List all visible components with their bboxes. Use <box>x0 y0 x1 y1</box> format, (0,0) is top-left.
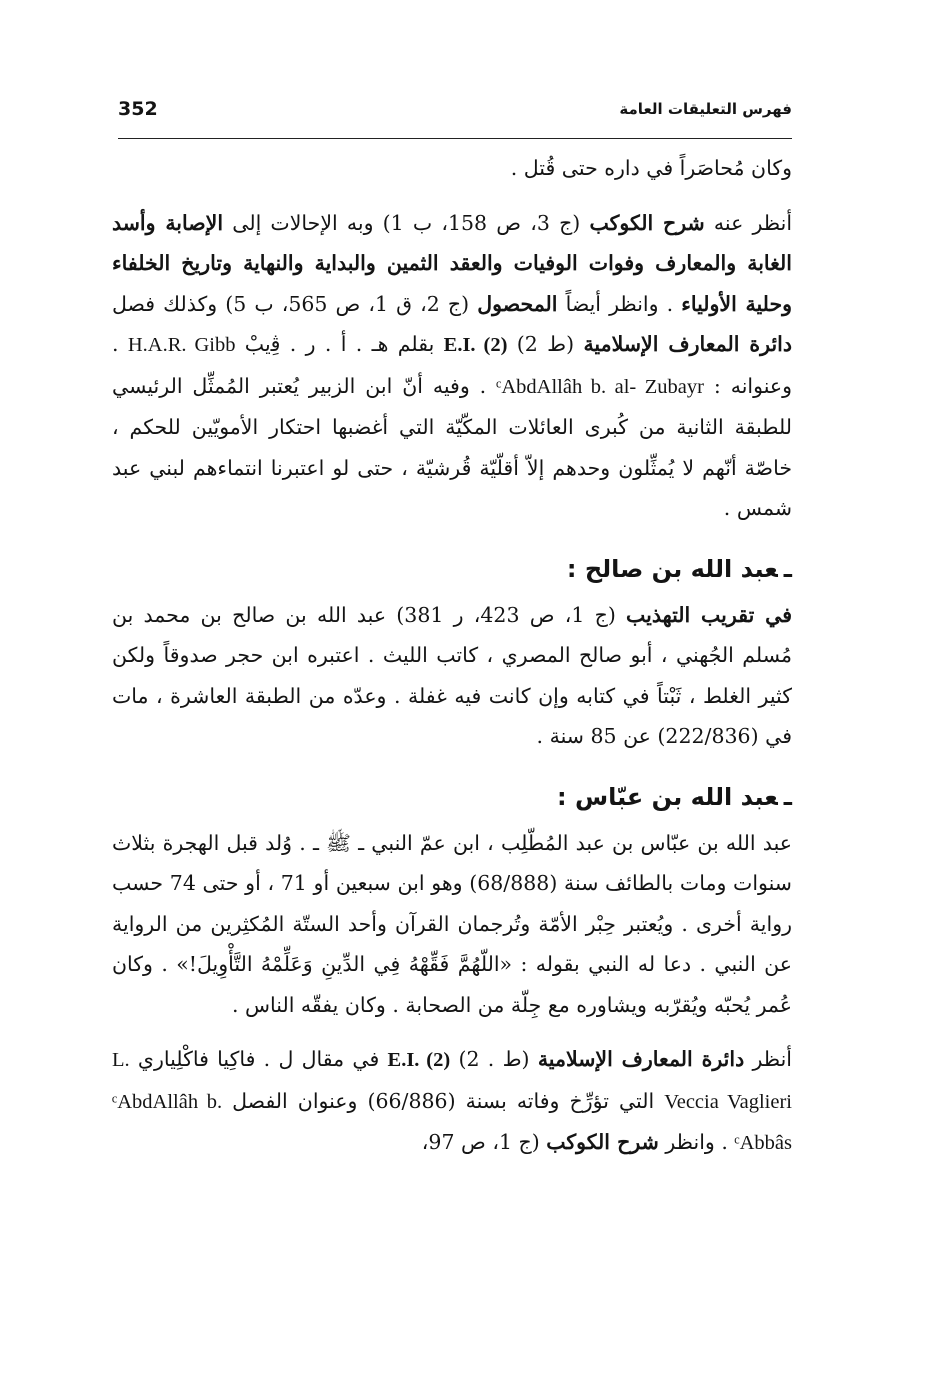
book-title: شرح الكوكب <box>546 1130 659 1154</box>
book-title: شرح الكوكب <box>589 210 705 235</box>
heading-dash: ـ <box>783 554 792 583</box>
text-run: (ط 2) <box>507 332 584 356</box>
text-run: . وعنوانه : <box>112 332 793 398</box>
text-run: (ج 1، ص 97، <box>421 1130 547 1154</box>
book-title: دائرة المعارف الإسلامية <box>583 332 792 356</box>
latin-author: L. Veccia Vaglieri <box>112 1049 792 1113</box>
text-run: (ج 3، ص 158، ب 1) وبه الإحالات إلى <box>223 210 590 235</box>
book-title: في تقريب التهذيب <box>626 602 792 627</box>
text-run: . وانظر <box>658 1130 735 1154</box>
section-heading-abdallah-salih <box>112 547 792 591</box>
section-heading-abdallah-abbas <box>112 775 792 819</box>
heading-dash: ـ <box>783 782 792 811</box>
text-run: التي تؤرِّخ وفاته بسنة (66/886) وعنوان الفصل <box>222 1088 665 1113</box>
text-run: عبد الله بن عبّاس بن عبد المُطّلِب ، ابن عمّ النبي ـ ﷺ ـ . وُلد قبل الهجرة بثلاث سنوات ومات بالطائف سنة (68/888) وهو ابن سبعين أو 71 ، أو حتى 74 حسب رواية أخرى . ويُعتبر حِبْر الأمّة وتُرجمان القرآن وأحد الستّة المُكثِرين من الرواية عن النبي . دعا له النبي بقوله : «اللّهُمَّ فَقِّهْهُ فِي الدِّينِ وَعَلِّمْهُ التَّأْوِيلَ!» . وكان عُمر يُحبّه ويُقرّبه ويشاوره مع جِلّة من الصحابة . وكان يفقّه الناس . <box>112 830 792 1017</box>
paragraph-text: وكان مُحاصَراً في داره حتى قُتل . <box>510 156 792 180</box>
paragraph-references-abbas <box>112 1039 792 1164</box>
heading-text: عبد الله بن صالح : <box>566 554 778 583</box>
paragraph-references-zubayr <box>112 203 792 529</box>
text-run: (ج 2، ق 1، ص 565، ب 5) وكذلك فصل <box>112 291 478 316</box>
text-run: (ط . 2) <box>450 1047 538 1071</box>
paragraph-continuation <box>112 148 792 189</box>
running-title: فهرس التعليقات العامة <box>619 100 792 118</box>
page-number: 352 <box>118 98 158 120</box>
book-titles-list: الإصابة وأسد الغابة والمعارف وفوات الوفيات والعقد الثمين والبداية والنهاية وتاريخ الخلفاء وحلية الأولياء <box>112 210 793 316</box>
page-header <box>118 98 792 139</box>
page-body <box>112 148 792 1164</box>
paragraph-abdallah-salih <box>112 595 792 757</box>
book-title: دائرة المعارف الإسلامية <box>537 1047 745 1071</box>
latin-title: ᶜAbdAllâh b. al- Zubayr <box>496 375 704 398</box>
text-run: . وفيه أنّ ابن الزبير يُعتبر المُمثِّل الرئيسي للطبقة الثانية من كُبرى العائلات المكّيّة التي أغضبها احتكار الأمويّين للحكم ، خاصّة أنّهم لا يُمثِّلون وحدهم إلاّ أقلّيّة قُرشيّة ، حتى لو اعتبرنا انتماءهم لبني عبد شمس . <box>112 373 792 520</box>
book-title: المحصول <box>477 291 558 316</box>
text-run: بقلم هـ . أ . ر . ﭬِيبْ <box>235 332 444 356</box>
heading-text: عبد الله بن عبّاس : <box>557 782 778 811</box>
paragraph-abdallah-abbas <box>112 823 792 1026</box>
latin-citation: E.I. (2) <box>387 1049 451 1071</box>
latin-citation: E.I. (2) <box>443 334 508 356</box>
text-run: . وانظر أيضاً <box>557 291 682 316</box>
text-run: أنظر عنه <box>704 210 793 235</box>
latin-title: ᶜAbdAllâh b. ᶜAbbâs <box>112 1090 792 1154</box>
text-run: (ج 1، ص 423، ر 381) عبد الله بن صالح بن محمد بن مُسلم الجُهني ، أبو صالح المصري ، كاتب الليث . اعتبره ابن حجر صدوقاً ولكن كثير الغلط ، ثَبْتاً في كتابه وإن كانت فيه غفلة . وعدّه من الطبقة العاشرة ، مات في (222/836) عن 85 سنة . <box>112 602 792 748</box>
text-run: في مقال ل . فاكِيا فاكْلِياري <box>129 1047 388 1071</box>
text-run: أنظر <box>744 1047 792 1071</box>
latin-author: H.A.R. Gibb <box>127 334 236 356</box>
